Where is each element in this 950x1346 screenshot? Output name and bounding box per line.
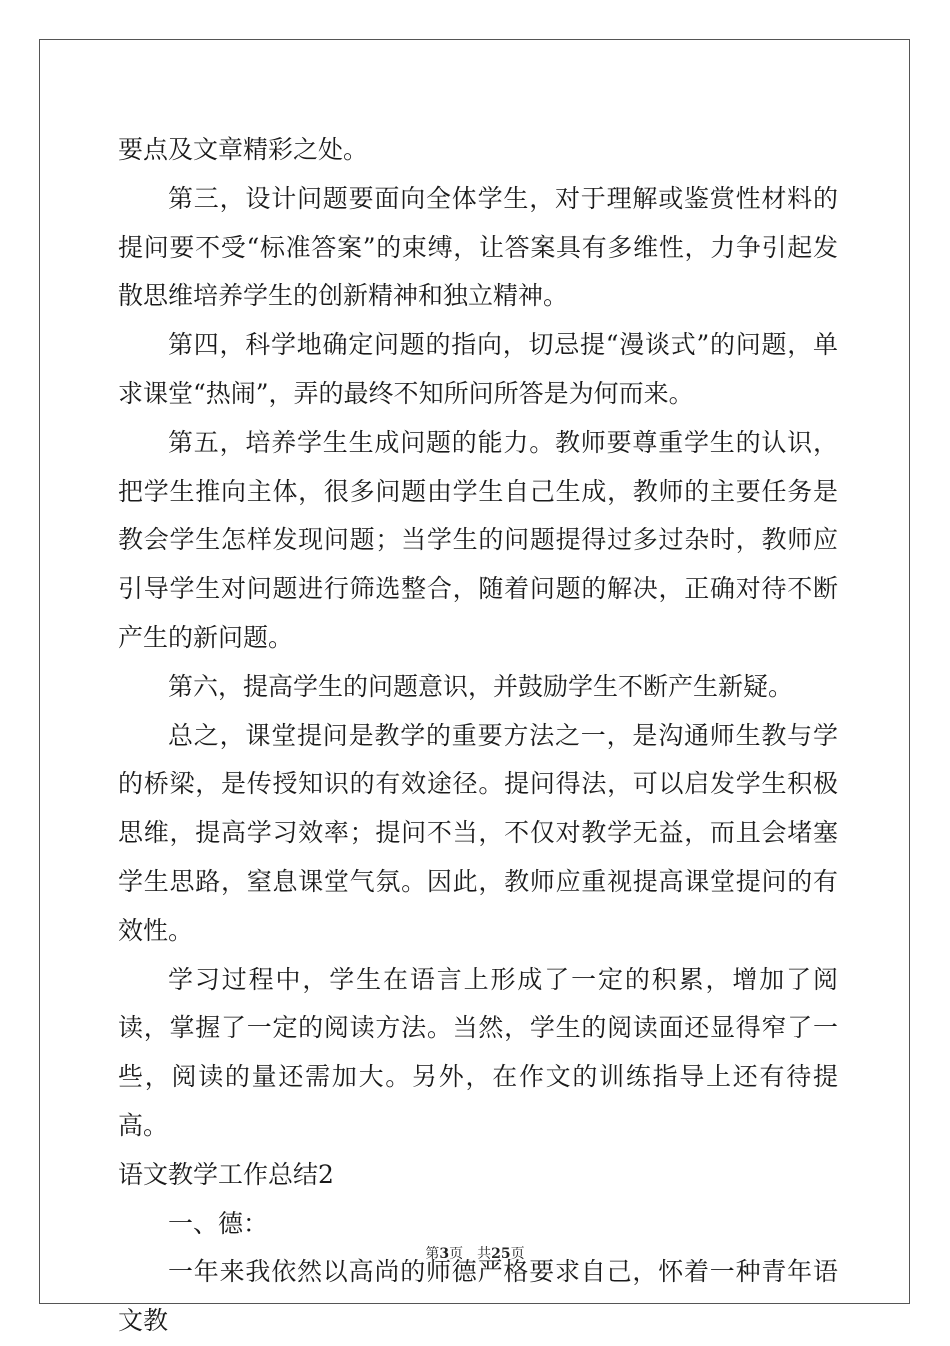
- page-number: 3: [439, 1246, 450, 1262]
- paragraph: 第四，科学地确定问题的指向，切忌提“漫谈式”的问题，单求课堂“热闹”，弄的最终不知所问所答是为何而来。: [118, 330, 838, 408]
- document-body: [118, 126, 838, 1346]
- total-suffix: 页: [510, 1246, 525, 1262]
- total-pages: 25: [491, 1246, 511, 1262]
- paragraph: 一年来我依然以高尚的师德严格要求自己，怀着一种青年语文教: [118, 1257, 838, 1336]
- paragraph: 第三，设计问题要面向全体学生，对于理解或鉴赏性材料的提问要不受“标准答案”的束缚，让答案具有多维性，力争引起发散思维培养学生的创新精神和独立精神。: [118, 183, 838, 311]
- paragraph: 总之，课堂提问是教学的重要方法之一，是沟通师生教与学的桥梁，是传授知识的有效途径。提问得法，可以启发学生积极思维，提高学习效率；提问不当，不仅对教学无益，而且会堵塞学生思路，窒息课堂气氛。因此，教师应重视提高课堂提问的有效性。: [118, 720, 838, 945]
- total-prefix: 共: [477, 1246, 492, 1262]
- paragraph: 学习过程中，学生在语言上形成了一定的积累，增加了阅读，掌握了一定的阅读方法。当然，学生的阅读面还显得窄了一些，阅读的量还需加大。另外，在作文的训练指导上还有待提高。: [118, 964, 838, 1140]
- section-heading: 语文教学工作总结2: [118, 1159, 334, 1189]
- paragraph: 第六，提高学生的问题意识，并鼓励学生不断产生新疑。: [168, 671, 794, 701]
- page-prefix: 第: [425, 1246, 440, 1262]
- paragraph: 第五，培养学生生成问题的能力。教师要尊重学生的认识，把学生推向主体，很多问题由学生自己生成，教师的主要任务是教会学生怎样发现问题；当学生的问题提得过多过杂时，教师应引导学生对问题进行筛选整合，随着问题的解决，正确对待不断产生的新问题。: [118, 427, 838, 652]
- page-footer: [0, 1244, 950, 1264]
- page-suffix: 页: [449, 1246, 464, 1262]
- paragraph: 要点及文章精彩之处。: [118, 135, 369, 164]
- subsection-heading: 一、德：: [168, 1208, 269, 1238]
